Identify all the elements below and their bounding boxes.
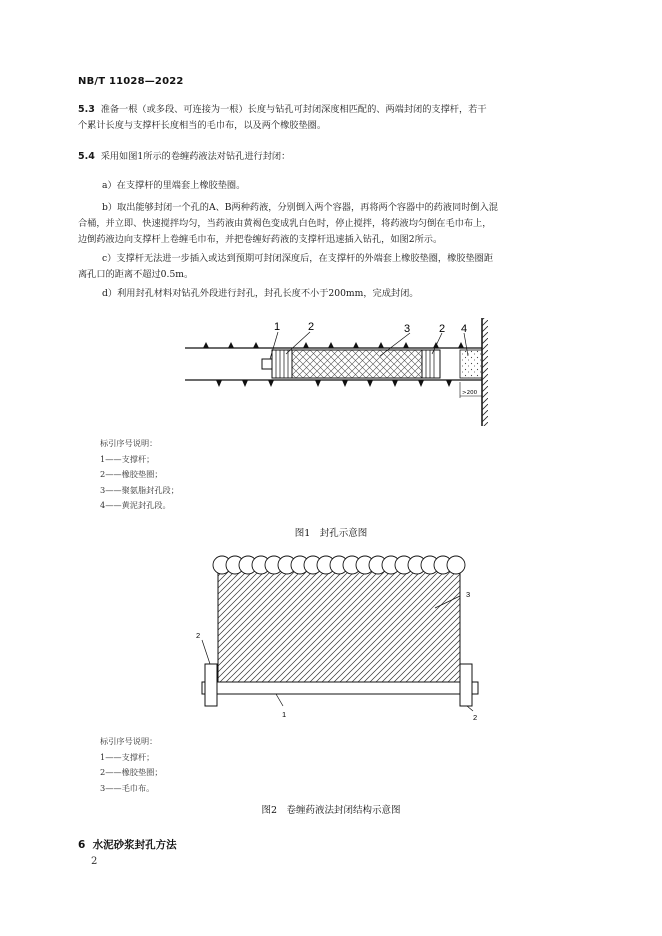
towel-cloth-body [218,568,460,684]
coal-wall-hatch [482,318,488,426]
item-c-line1: c）支撑杆无法进一步插入或达到预期可封闭深度后，在支撑杆的外端套上橡胶垫圈，橡胶垫圈距 [102,253,494,264]
fig1-legend-item: 1——支撑杆； [100,453,155,464]
clause-5-3-line1 [78,102,487,118]
clause-5-4-number: 5.4 [78,151,95,162]
fig1-label-1: 1 [274,321,281,333]
figure-1-caption: 图1 封孔示意图 [294,528,368,539]
fig2-label-3: 3 [466,590,471,599]
fig1-label-2a: 2 [308,321,315,333]
standard-code-header: NB/T 11028—2022 [78,76,184,87]
fig2-label-2-left: 2 [196,631,201,640]
section-6-heading [78,837,177,852]
fig1-legend-item: 3——聚氨脂封孔段； [100,484,179,495]
item-d: d）利用封孔材料对钻孔外段进行封孔，封孔长度不小于200mm，完成封闭。 [102,288,419,299]
clause-5-4-text: 采用如图1所示的卷缠药液法对钻孔进行封闭： [100,151,291,162]
fig1-legend-item: 4——黄泥封孔段。 [100,500,171,511]
fig1-legend-title: 标引序号说明： [100,438,158,448]
clause-5-3-text1: 准备一根（或多段、可连接为一根）长度与钻孔可封闭深度相匹配的、两端封闭的支撑杆，若干 [100,104,487,115]
fig2-label-1: 1 [282,710,287,719]
dimension-label: >200 [462,390,478,396]
page-number: 2 [91,856,98,867]
figure-2-caption: 图2 卷缠药液法封闭结构示意图 [261,805,401,816]
fig2-legend-title: 标引序号说明： [100,736,158,746]
clause-5-4 [78,149,290,165]
clause-5-3-number: 5.3 [78,104,95,115]
polyurethane-seal-section [292,350,422,378]
fig2-legend-item: 1——支撑杆； [100,751,155,762]
rubber-gasket-left [205,664,217,706]
towel-roll-top [213,556,465,574]
support-rod [202,682,478,694]
fig1-legend [100,436,179,514]
rubber-gasket-right [460,664,472,706]
item-b-line3: 边倒药液边向支撑杆上卷缠毛巾布，并把卷缠好药液的支撑杆迅速插入钻孔，如图2所示。 [78,234,443,245]
section-6-number: 6 [78,839,86,851]
fig1-label-4: 4 [461,323,468,335]
fig2-label-2-right: 2 [473,713,478,722]
fig2-legend-item: 3——毛巾布。 [100,782,155,793]
fig1-label-3: 3 [404,323,411,335]
fig2-legend [100,734,163,796]
section-6-title: 水泥砂浆封孔方法 [92,839,177,851]
figure-1-diagram [170,308,500,426]
fig2-legend-item: 2——橡胶垫圈； [100,767,163,778]
rubber-gasket-inner [272,350,292,378]
item-c-line2: 离孔口的距离不超过0.5m。 [78,269,194,280]
yellow-mud-seal-section [460,350,482,378]
rubber-gasket-outer [422,350,440,378]
figure-2-diagram [180,548,500,728]
item-a: a）在支撑杆的里端套上橡胶垫圈。 [102,180,246,191]
clause-5-3-text2: 个累计长度与支撑杆长度相当的毛巾布，以及两个橡胶垫圈。 [78,120,327,131]
item-b-line2: 合桶，并立即、快速搅拌均匀，当药液由黄褐色变成乳白色时，停止搅拌，将药液均匀倒在毛巾布上， [78,218,492,229]
fig1-label-2b: 2 [439,323,446,335]
fig1-legend-item: 2——橡胶垫圈； [100,469,163,480]
item-b-line1: b）取出能够封闭一个孔的A、B两种药液，分别倒入两个容器，再将两个容器中的药液同时倒入混 [102,202,498,213]
